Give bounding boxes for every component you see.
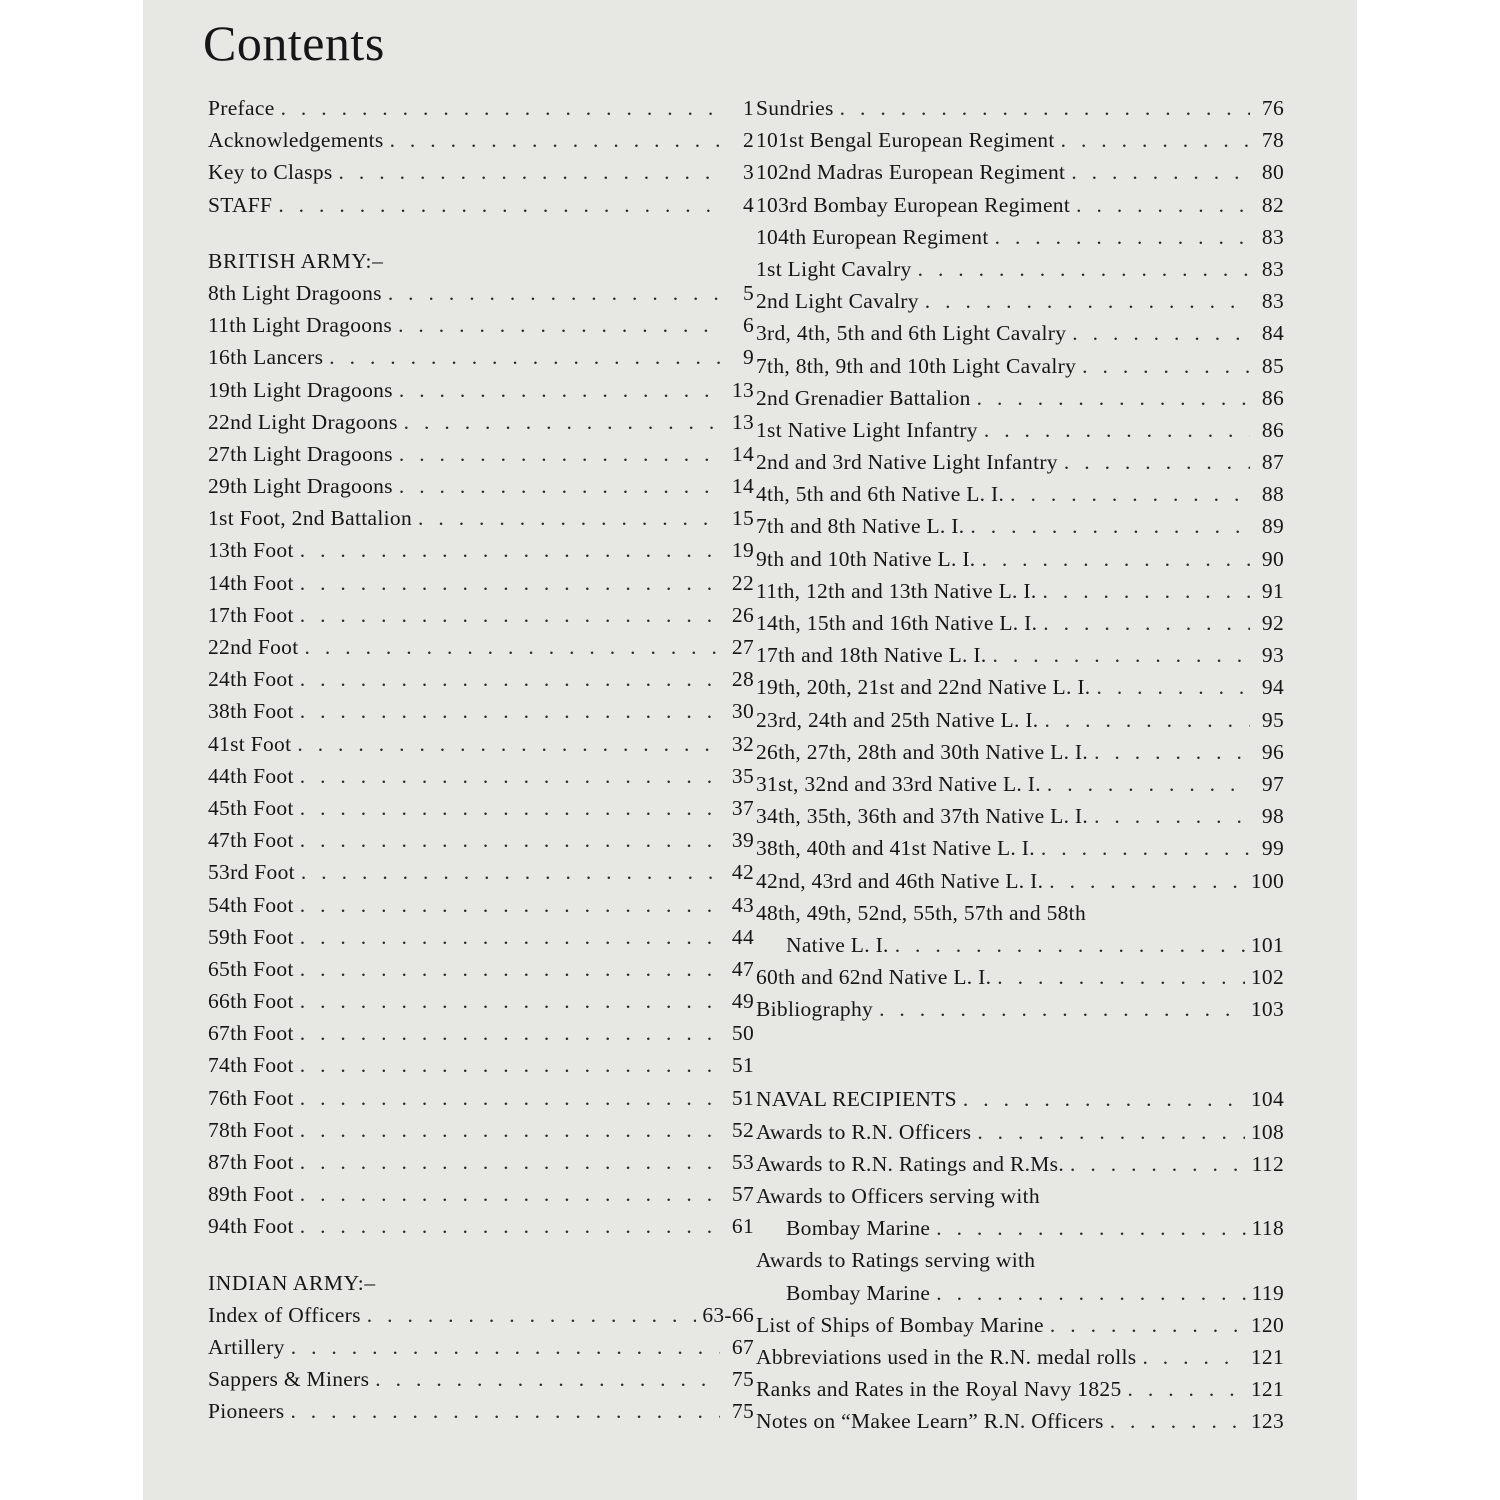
toc-entry-page: 78 — [1261, 128, 1284, 153]
toc-entry — [208, 438, 754, 470]
toc-entry-label: 22nd Light Dragoons — [208, 409, 398, 434]
toc-entry-multiline — [756, 897, 1284, 929]
toc-entry-label: 59th Foot — [208, 924, 294, 949]
toc-entry — [756, 704, 1284, 736]
toc-entry-page: 83 — [1261, 224, 1284, 249]
toc-entry — [208, 567, 754, 599]
toc-entry-page: 88 — [1261, 482, 1284, 507]
toc-entry-label: 1st Native Light Infantry — [756, 417, 978, 442]
toc-entry-label: 41st Foot — [208, 731, 292, 756]
toc-entry-label: Acknowledgements — [208, 128, 384, 153]
toc-entry-label: 29th Light Dragoons — [208, 474, 393, 499]
toc-entry-page: 76 — [1261, 96, 1284, 120]
toc-entry-label: Artillery — [208, 1334, 285, 1359]
toc-entry — [208, 189, 754, 221]
toc-entry-label: 76th Foot — [208, 1085, 294, 1110]
toc-entry — [208, 1210, 754, 1242]
toc-entry-label: Bombay Marine — [786, 1216, 931, 1241]
toc-entry-page: 112 — [1251, 1151, 1284, 1176]
page-title: Contents — [203, 15, 385, 71]
toc-entry-label: 27th Light Dragoons — [208, 441, 393, 466]
toc-entry-label: Pioneers — [208, 1399, 285, 1424]
toc-entry-multiline — [756, 1244, 1284, 1276]
toc-entry-label: 103rd Bombay European Regiment — [756, 192, 1071, 217]
toc-entry-label: 101st Bengal European Regiment — [756, 128, 1055, 153]
toc-entry-page: 99 — [1261, 836, 1284, 861]
toc-entry-multiline — [756, 1180, 1284, 1212]
toc-entry — [208, 1363, 754, 1395]
toc-entry — [756, 768, 1284, 800]
toc-entry-label: Key to Clasps — [208, 160, 333, 185]
toc-entry-label: 44th Foot — [208, 763, 294, 788]
toc-entry-page: 94 — [1261, 675, 1284, 700]
toc-entry — [208, 953, 754, 985]
toc-entry-page: 27 — [731, 635, 754, 659]
toc-entry-label: 3rd, 4th, 5th and 6th Light Cavalry — [756, 321, 1067, 346]
toc-entry-page: 6 — [742, 313, 754, 338]
toc-entry-page: 30 — [731, 699, 754, 724]
toc-entry-page: 93 — [1261, 643, 1284, 668]
contents-right-column — [756, 92, 1284, 1438]
toc-entry-page: 22 — [731, 570, 754, 595]
toc-entry-page: 80 — [1261, 160, 1284, 185]
toc-entry-page: 5 — [742, 280, 754, 305]
toc-entry-page: 51 — [731, 1085, 754, 1110]
toc-entry — [756, 317, 1284, 349]
toc-entry-label: Index of Officers — [208, 1302, 361, 1327]
toc-entry — [208, 985, 754, 1017]
toc-entry-label: 24th Foot — [208, 667, 294, 692]
toc-entry-label: 67th Foot — [208, 1021, 294, 1046]
toc-entry — [756, 124, 1284, 156]
toc-entry-label: 53rd Foot — [208, 860, 295, 885]
toc-entry-page: 1 — [742, 96, 754, 120]
toc-entry-label: Preface — [208, 96, 275, 120]
toc-entry-label: 42nd, 43rd and 46th Native L. I. — [756, 868, 1044, 893]
toc-entry — [756, 1373, 1284, 1405]
toc-entry-label: Sappers & Miners — [208, 1367, 370, 1392]
toc-entry — [208, 889, 754, 921]
toc-entry — [756, 961, 1284, 993]
toc-entry-page: 121 — [1250, 1377, 1284, 1402]
toc-entry-page: 92 — [1261, 611, 1284, 635]
toc-entry-label: 17th Foot — [208, 602, 294, 627]
toc-entry-page: 14 — [731, 474, 754, 499]
toc-entry — [756, 414, 1284, 446]
toc-entry-page: 35 — [731, 763, 754, 788]
toc-entry-page: 4 — [742, 192, 754, 217]
toc-entry — [208, 309, 754, 341]
toc-entry-label: 38th Foot — [208, 699, 294, 724]
toc-entry-label: Awards to R.N. Officers — [756, 1119, 972, 1144]
naval-tail-list — [756, 1309, 1284, 1438]
toc-entry-label: 60th and 62nd Native L. I. — [756, 965, 992, 990]
indian-army-list — [208, 1299, 754, 1428]
toc-entry-label: 8th Light Dragoons — [208, 280, 382, 305]
toc-entry-label: 19th Light Dragoons — [208, 377, 393, 402]
toc-entry-page: 87 — [1261, 450, 1284, 475]
british-army-list — [208, 277, 754, 1243]
toc-entry-page: 2 — [742, 128, 754, 153]
toc-entry — [208, 728, 754, 760]
toc-entry — [208, 856, 754, 888]
toc-entry-page: 84 — [1261, 321, 1284, 346]
toc-entry-label: 74th Foot — [208, 1053, 294, 1078]
toc-entry — [756, 156, 1284, 188]
toc-entry-label: 65th Foot — [208, 956, 294, 981]
section-heading-indian-army: INDIAN ARMY:– — [208, 1270, 376, 1295]
toc-entry — [756, 832, 1284, 864]
toc-entry-page: 28 — [731, 667, 754, 692]
toc-entry-page: 42 — [731, 860, 754, 885]
toc-entry-page: 108 — [1250, 1119, 1284, 1144]
toc-entry — [208, 92, 754, 124]
toc-entry-page: 53 — [731, 1150, 754, 1174]
toc-entry-continuation — [756, 929, 1284, 961]
toc-entry-label: Notes on “Makee Learn” R.N. Officers — [756, 1409, 1104, 1434]
toc-entry-label: 17th and 18th Native L. I. — [756, 643, 987, 668]
toc-entry-label: Abbreviations used in the R.N. medal rolls — [756, 1344, 1137, 1369]
toc-entry — [756, 543, 1284, 575]
toc-entry-label: Awards to Ratings serving with — [756, 1248, 1036, 1273]
toc-entry-label: 11th Light Dragoons — [208, 313, 393, 338]
toc-entry-label: Native L. I. — [786, 932, 889, 957]
indian-army-continued-list — [756, 92, 1284, 897]
toc-entry — [756, 607, 1284, 639]
toc-entry-label: 48th, 49th, 52nd, 55th, 57th and 58th — [756, 900, 1087, 925]
toc-entry-page: 75 — [731, 1367, 754, 1392]
toc-entry — [756, 253, 1284, 285]
toc-entry-label: 31st, 32nd and 33rd Native L. I. — [756, 771, 1041, 796]
toc-entry — [208, 341, 754, 373]
toc-entry — [756, 800, 1284, 832]
toc-entry — [756, 510, 1284, 542]
toc-entry — [208, 760, 754, 792]
toc-entry — [208, 470, 754, 502]
toc-entry — [208, 277, 754, 309]
toc-entry-page: 3 — [742, 160, 754, 185]
toc-entry-page: 97 — [1261, 771, 1284, 796]
toc-entry-page: 83 — [1261, 289, 1284, 314]
toc-entry-label: 45th Foot — [208, 795, 294, 820]
toc-entry — [208, 599, 754, 631]
toc-entry-page: 82 — [1261, 192, 1284, 217]
toc-entry-page: 43 — [731, 892, 754, 917]
toc-entry-page: 14 — [731, 441, 754, 466]
toc-entry-page: 44 — [731, 924, 754, 949]
toc-entry-page: 86 — [1261, 385, 1284, 410]
toc-entry — [756, 189, 1284, 221]
toc-entry-label: List of Ships of Bombay Marine — [756, 1312, 1044, 1337]
toc-entry-page: 89 — [1261, 514, 1284, 539]
toc-entry-label: 2nd and 3rd Native Light Infantry — [756, 450, 1058, 475]
toc-entry — [208, 1049, 754, 1081]
toc-entry-page: 75 — [731, 1399, 754, 1424]
toc-entry-label: 23rd, 24th and 25th Native L. I. — [756, 707, 1039, 732]
toc-entry-label: Awards to Officers serving with — [756, 1184, 1040, 1208]
toc-entry-label: Bibliography — [756, 997, 874, 1022]
toc-entry-page: 13 — [731, 409, 754, 434]
toc-entry-page: 47 — [731, 956, 754, 981]
toc-entry-label: 104th European Regiment — [756, 224, 989, 249]
toc-entry-label: 19th, 20th, 21st and 22nd Native L. I. — [756, 675, 1091, 700]
toc-entry-page: 67 — [731, 1334, 754, 1359]
toc-entry — [756, 92, 1284, 124]
toc-entry-page: 85 — [1261, 353, 1284, 378]
toc-entry-continuation — [756, 1277, 1284, 1309]
toc-entry — [208, 156, 754, 188]
contents-left-column — [208, 92, 754, 1428]
toc-entry-label: 1st Light Cavalry — [756, 256, 912, 281]
toc-entry-label: 94th Foot — [208, 1214, 294, 1239]
toc-entry — [756, 221, 1284, 253]
toc-entry — [208, 631, 754, 663]
toc-entry-page: 90 — [1261, 546, 1284, 571]
toc-entry — [756, 993, 1284, 1025]
toc-entry — [208, 824, 754, 856]
toc-entry — [756, 1309, 1284, 1341]
toc-entry — [208, 792, 754, 824]
toc-entry — [208, 1082, 754, 1114]
toc-entry — [208, 1114, 754, 1146]
toc-entry-label: 89th Foot — [208, 1182, 294, 1207]
toc-entry-page: 32 — [731, 731, 754, 756]
toc-entry-label: 11th, 12th and 13th Native L. I. — [756, 578, 1037, 603]
toc-entry-label: 47th Foot — [208, 828, 294, 853]
toc-entry-label: 7th and 8th Native L. I. — [756, 514, 965, 539]
toc-entry-label: 2nd Grenadier Battalion — [756, 385, 971, 410]
toc-entry — [756, 478, 1284, 510]
toc-entry — [208, 1395, 754, 1427]
toc-entry-label: 2nd Light Cavalry — [756, 289, 919, 314]
toc-entry-label: 26th, 27th, 28th and 30th Native L. I. — [756, 739, 1089, 764]
toc-entry-page: 121 — [1250, 1344, 1284, 1369]
toc-entry-page: 13 — [731, 377, 754, 402]
toc-entry-label: Ranks and Rates in the Royal Navy 1825 — [756, 1377, 1122, 1402]
toc-entry-page: 104 — [1250, 1087, 1284, 1112]
toc-entry-label: 14th, 15th and 16th Native L. I. — [756, 611, 1038, 635]
toc-entry-page: 83 — [1261, 256, 1284, 281]
toc-entry-page: 103 — [1250, 997, 1284, 1022]
toc-entry-page: 9 — [742, 345, 754, 370]
toc-entry-label: Sundries — [756, 96, 834, 120]
toc-entry-page: 123 — [1250, 1409, 1284, 1434]
toc-entry-page: 52 — [731, 1117, 754, 1142]
toc-entry — [756, 639, 1284, 671]
toc-entry-page: 37 — [731, 795, 754, 820]
toc-entry — [208, 1178, 754, 1210]
toc-entry-page: 26 — [731, 602, 754, 627]
toc-entry-page: 96 — [1261, 739, 1284, 764]
toc-entry — [756, 736, 1284, 768]
toc-entry-page: 101 — [1250, 932, 1284, 957]
toc-entry — [756, 1083, 1284, 1115]
toc-entry-page: 19 — [731, 538, 754, 563]
toc-entry-page: 100 — [1250, 868, 1284, 893]
toc-entry-label: 78th Foot — [208, 1117, 294, 1142]
toc-entry — [208, 374, 754, 406]
toc-entry-label: 13th Foot — [208, 538, 294, 563]
toc-entry-page: 63-66 — [702, 1302, 754, 1327]
toc-entry-label: 87th Foot — [208, 1150, 294, 1174]
toc-entry — [756, 285, 1284, 317]
toc-entry-page: 49 — [731, 989, 754, 1014]
toc-entry-label: 22nd Foot — [208, 635, 299, 659]
toc-entry — [208, 1331, 754, 1363]
toc-entry — [756, 865, 1284, 897]
toc-entry-page: 39 — [731, 828, 754, 853]
indian-army-tail-list — [756, 961, 1284, 1025]
toc-entry-page: 98 — [1261, 804, 1284, 829]
toc-entry — [208, 502, 754, 534]
toc-entry-page: 51 — [731, 1053, 754, 1078]
toc-entry-page: 61 — [731, 1214, 754, 1239]
toc-entry — [756, 575, 1284, 607]
toc-entry-label: 1st Foot, 2nd Battalion — [208, 506, 412, 531]
toc-entry-label: 38th, 40th and 41st Native L. I. — [756, 836, 1035, 861]
toc-entry-page: 91 — [1261, 578, 1284, 603]
toc-entry-label: NAVAL RECIPIENTS — [756, 1087, 957, 1112]
toc-entry-page: 57 — [731, 1182, 754, 1207]
toc-entry — [756, 671, 1284, 703]
naval-list — [756, 1083, 1284, 1180]
toc-entry — [208, 1146, 754, 1178]
book-page — [143, 0, 1357, 1500]
toc-entry — [756, 1405, 1284, 1437]
toc-entry — [208, 921, 754, 953]
toc-entry — [756, 446, 1284, 478]
toc-entry-page: 102 — [1250, 965, 1284, 990]
toc-entry-label: 16th Lancers — [208, 345, 324, 370]
section-heading-british-army: BRITISH ARMY:– — [208, 248, 384, 273]
front-matter-list — [208, 92, 754, 221]
toc-entry-continuation — [756, 1212, 1284, 1244]
toc-entry-label: 54th Foot — [208, 892, 294, 917]
toc-entry-label: 102nd Madras European Regiment — [756, 160, 1066, 185]
toc-entry — [208, 406, 754, 438]
toc-entry-label: Awards to R.N. Ratings and R.Ms. — [756, 1151, 1065, 1176]
toc-entry-label: Bombay Marine — [786, 1280, 931, 1305]
toc-entry-label: 66th Foot — [208, 989, 294, 1014]
toc-entry — [756, 1148, 1284, 1180]
toc-entry-page: 120 — [1250, 1312, 1284, 1337]
toc-entry-page: 119 — [1251, 1280, 1284, 1305]
toc-entry — [208, 124, 754, 156]
toc-entry-page: 15 — [731, 506, 754, 531]
toc-entry — [208, 534, 754, 566]
toc-entry-page: 95 — [1261, 707, 1284, 732]
toc-entry-page: 118 — [1251, 1216, 1284, 1241]
toc-entry — [208, 663, 754, 695]
toc-entry — [756, 350, 1284, 382]
toc-entry — [208, 1017, 754, 1049]
toc-entry-label: 7th, 8th, 9th and 10th Light Cavalry — [756, 353, 1077, 378]
toc-entry — [756, 1116, 1284, 1148]
toc-entry — [756, 1341, 1284, 1373]
toc-entry-label: 4th, 5th and 6th Native L. I. — [756, 482, 1005, 507]
toc-entry — [208, 1299, 754, 1331]
toc-entry-label: 34th, 35th, 36th and 37th Native L. I. — [756, 804, 1089, 829]
toc-entry — [756, 382, 1284, 414]
toc-entry — [208, 695, 754, 727]
toc-entry-label: 14th Foot — [208, 570, 294, 595]
toc-entry-page: 86 — [1261, 417, 1284, 442]
toc-entry-page: 50 — [731, 1021, 754, 1046]
toc-entry-label: 9th and 10th Native L. I. — [756, 546, 976, 571]
toc-entry-label: STAFF — [208, 192, 273, 217]
